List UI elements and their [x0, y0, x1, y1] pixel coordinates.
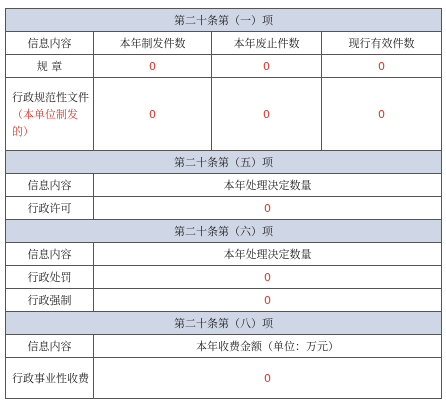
- docs-issued-value: 0: [94, 78, 212, 151]
- section-4-title: 第二十条第（八）项: [6, 312, 442, 335]
- docs-repealed-value: 0: [212, 78, 322, 151]
- rules-repealed-value: 0: [212, 55, 322, 78]
- row-admin-enforcement-label: 行政强制: [6, 289, 94, 312]
- row-rules-label: 规 章: [6, 55, 94, 78]
- normative-docs-label-note: （本单位制发的）: [12, 107, 78, 138]
- section-2-header-right: 本年处理决定数量: [94, 174, 442, 197]
- section-3-header-right: 本年处理决定数量: [94, 243, 442, 266]
- header-repealed-this-year: 本年废止件数: [212, 32, 322, 55]
- row-admin-license-label: 行政许可: [6, 197, 94, 220]
- section-2-header-left: 信息内容: [6, 174, 94, 197]
- docs-valid-value: 0: [322, 78, 442, 151]
- section-3-header-left: 信息内容: [6, 243, 94, 266]
- admin-fees-label-text: 行政事业性收费: [12, 371, 89, 385]
- section-4-header-right: 本年收费金额（单位：万元）: [94, 335, 442, 358]
- section-4-header-left: 信息内容: [6, 335, 94, 358]
- section-2-title: 第二十条第（五）项: [6, 151, 442, 174]
- disclosure-table: [5, 8, 442, 399]
- row-admin-penalty-label: 行政处罚: [6, 266, 94, 289]
- admin-fees-value: 0: [94, 358, 442, 399]
- section-1-title: 第二十条第（一）项: [6, 9, 442, 32]
- admin-enforcement-value: 0: [94, 289, 442, 312]
- row-normative-docs-label: [6, 78, 94, 151]
- header-issued-this-year: 本年制发件数: [94, 32, 212, 55]
- section-3-title: 第二十条第（六）项: [6, 220, 442, 243]
- admin-license-value: 0: [94, 197, 442, 220]
- row-admin-fees-label: [6, 358, 94, 399]
- admin-penalty-value: 0: [94, 266, 442, 289]
- rules-issued-value: 0: [94, 55, 212, 78]
- header-info-content: 信息内容: [6, 32, 94, 55]
- rules-valid-value: 0: [322, 55, 442, 78]
- header-currently-valid: 现行有效件数: [322, 32, 442, 55]
- normative-docs-label-text: 行政规范性文件: [12, 90, 89, 104]
